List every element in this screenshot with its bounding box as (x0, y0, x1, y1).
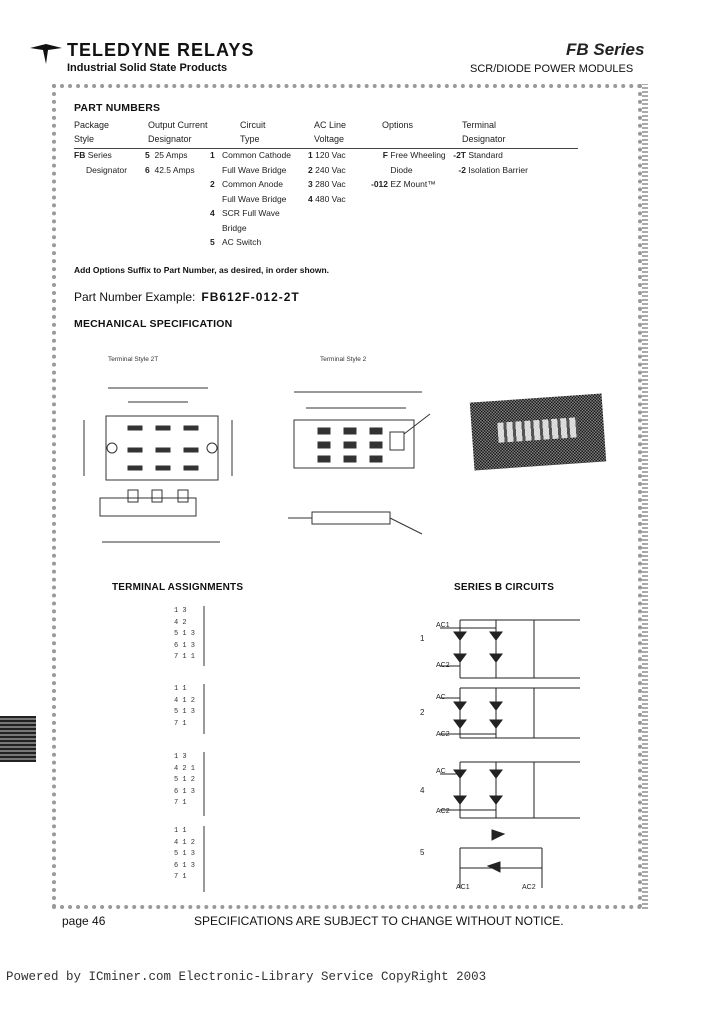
options-note: Add Options Suffix to Part Number, as desired, in order shown. (74, 265, 330, 275)
package-column: FB Series Designator (74, 150, 128, 175)
module-photo (470, 393, 606, 470)
terminal-group-5: 1 1 4 1 2 5 1 3 6 1 3 7 1 (174, 827, 196, 881)
circuit-number-4: 4 (420, 786, 425, 795)
terminal-group-4: 1 3 4 2 1 5 1 2 6 1 3 7 1 (174, 753, 196, 807)
page-number: page 46 (62, 914, 106, 928)
terminal-column: -2T Standard -2 Isolation Barrier (453, 150, 528, 175)
teledyne-logo-icon (30, 42, 62, 64)
current-row: 5 25 Amps (145, 150, 188, 160)
terminal-style-a-label: Terminal Style 2T (108, 356, 159, 363)
brand-name: TELEDYNE RELAYS (67, 40, 255, 60)
circuit2-ac-label: AC (436, 694, 446, 701)
col-header-voltage: AC Line Voltage (314, 120, 347, 144)
current-column (145, 148, 195, 177)
col-header-package: Package Style (74, 120, 110, 144)
powered-by-footer: Powered by ICminer.com Electronic-Library Service CopyRight 2003 (6, 970, 487, 984)
circuit4-ac-label: AC (436, 768, 446, 775)
col-header-current: Output Current Designator (148, 120, 208, 144)
col-header-terminal: Terminal Designator (462, 120, 506, 144)
circuit-number-1: 1 (420, 634, 425, 643)
series-b-circuit-diagrams (430, 612, 600, 902)
part-numbers-heading: PART NUMBERS (74, 102, 161, 114)
spec-notice: SPECIFICATIONS ARE SUBJECT TO CHANGE WITHOUT NOTICE. (194, 914, 564, 928)
terminal-style-b-label: Terminal Style 2 (320, 356, 367, 363)
series-b-circuits-heading: SERIES B CIRCUITS (454, 582, 555, 593)
circuit2-ac2-label: AC2 (436, 731, 450, 738)
circuit1-ac1-label: AC1 (436, 622, 450, 629)
terminal-assignments-heading: TERMINAL ASSIGNMENTS (112, 582, 244, 593)
col-header-circuit: Circuit Type (240, 120, 266, 144)
terminal-group-2: 1 1 4 1 2 5 1 3 7 1 (174, 685, 196, 728)
circuit-number-2: 2 (420, 708, 425, 717)
col-header-options: Options (382, 120, 414, 130)
circuit5-ac2-label: AC2 (522, 884, 536, 891)
series-subtitle: SCR/DIODE POWER MODULES (470, 63, 634, 75)
options-column: F Free Wheeling Diode -012 EZ Mount™ (370, 150, 446, 189)
brand-subtitle: Industrial Solid State Products (67, 62, 228, 74)
circuit-number-5: 5 (420, 848, 425, 857)
section-tab-marker (0, 716, 36, 762)
mechanical-heading: MECHANICAL SPECIFICATION (74, 318, 233, 330)
voltage-column: 1 120 Vac 2 240 Vac 3 280 Vac 4 480 Vac (308, 150, 346, 204)
terminal-group-1: 1 3 4 2 5 1 3 6 1 3 7 1 1 (174, 607, 196, 661)
mechanical-drawing-style-2 (282, 384, 448, 550)
circuit5-ac1-label: AC1 (456, 884, 470, 891)
current-row: 6 42.5 Amps (145, 164, 195, 175)
terminal-brackets (170, 604, 210, 894)
part-number-example: Part Number Example: FB612F-012-2T (74, 290, 300, 304)
mechanical-drawing-style-2t (78, 380, 248, 550)
circuit4-ac2-label: AC2 (436, 808, 450, 815)
circuit1-ac2-label: AC2 (436, 662, 450, 669)
page-frame-right-edge (642, 84, 648, 909)
series-title: FB Series (566, 40, 645, 59)
circuit-column: 1 Common Cathode Full Wave Bridge 2 Common Anode Full Wave Bridge 4 SCR Full Wave Bridge 5 AC Switch (210, 150, 291, 247)
